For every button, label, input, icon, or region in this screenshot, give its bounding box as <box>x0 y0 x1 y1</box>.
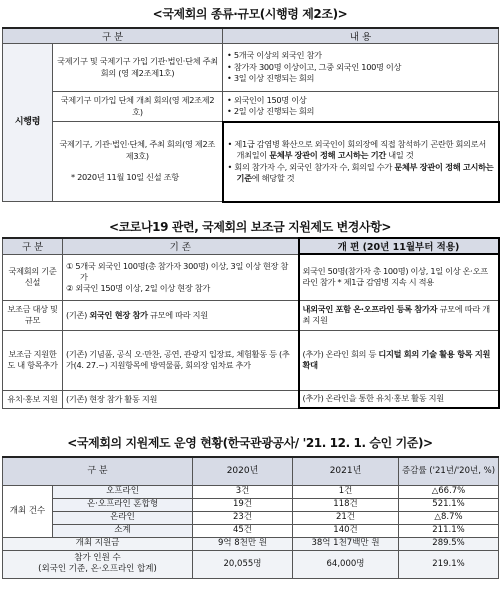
meeting-criteria-3: • 제1급 감염병 확산으로 외국인이 회의장에 직접 참석하기 곤란한 회의로서 개최일이 문체부 장관이 정해 고시하는 기간 내일 것 • 회의 참가자 수, 외국인 참가자 수, 회의일 수가 문체부 장관이 정해 고시하는 기준에 해당할 것 <box>223 122 499 202</box>
funding-change: 289.5% <box>399 537 499 550</box>
header-2021: 2021년 <box>293 457 399 485</box>
funding-2021: 38억 1천7백만 원 <box>293 537 399 550</box>
change-value: 211.1% <box>399 524 499 537</box>
row-label: 소계 <box>53 524 193 537</box>
header-change: 증감률 ('21년/'20년, %) <box>399 457 499 485</box>
value-2020: 3건 <box>193 485 293 498</box>
change-value: △8.7% <box>399 511 499 524</box>
header-before: 기 존 <box>63 238 299 254</box>
row-label-2: 보조금 대상 및 규모 <box>3 300 63 330</box>
participants-change: 219.1% <box>399 550 499 578</box>
subsidy-changes-table <box>2 237 500 409</box>
participants-2021: 64,000명 <box>293 550 399 578</box>
meeting-kind-1: 국제기구 및 국제기구 가입 기관·법인·단체 주최 회의 (영 제2조제1호) <box>53 44 223 92</box>
value-2020: 23건 <box>193 511 293 524</box>
header-category: 구 분 <box>3 457 193 485</box>
before-cell-1: ① 5개국 외국인 100명(총 참가자 300명) 이상, 3일 이상 현장 참가 ② 외국인 150명 이상, 2일 이상 현장 참가 <box>63 254 299 300</box>
value-2021: 118건 <box>293 498 399 511</box>
funding-2020: 9억 8천만 원 <box>193 537 293 550</box>
before-cell-4: (기존) 현장 참가 활동 지원 <box>63 390 299 408</box>
value-2020: 19건 <box>193 498 293 511</box>
row-label: 오프라인 <box>53 485 193 498</box>
row-label: 온라인 <box>53 511 193 524</box>
after-cell-4: (추가) 온라인을 통한 유치·홍보 활동 지원 <box>299 390 499 408</box>
header-content: 내 용 <box>223 28 499 44</box>
header-category: 구 분 <box>3 28 223 44</box>
new-clause-note: * 2020년 11월 10일 신설 조항 <box>71 172 179 183</box>
category-cell: 시행령 <box>3 44 53 202</box>
after-cell-3: (추가) 온라인 회의 등 디지털 회의 기술 활용 항목 지원 확대 <box>299 330 499 390</box>
header-after: 개 편 (20년 11월부터 적용) <box>299 238 499 254</box>
participants-label: 참가 인원 수 (외국인 기준, 온·오프라인 합계) <box>3 550 193 578</box>
header-category: 구 분 <box>3 238 63 254</box>
meeting-types-table <box>2 27 500 203</box>
meeting-criteria-2: • 외국인이 150명 이상 • 2일 이상 진행되는 회의 <box>223 92 499 122</box>
row-label-3: 보조금 지원한도 내 항목추가 <box>3 330 63 390</box>
section2-title: <코로나19 관련, 국제회의 보조금 지원제도 변경사항> <box>108 220 392 234</box>
meeting-criteria-1: • 5개국 이상의 외국인 참가 • 참가자 300명 이상이고, 그중 외국인 100명 이상 • 3일 이상 진행되는 회의 <box>223 44 499 92</box>
value-2021: 1건 <box>293 485 399 498</box>
value-2020: 45건 <box>193 524 293 537</box>
section1-title: <국제회의 종류·규모(시행령 제2조)> <box>152 7 348 21</box>
funding-label: 개최 지원금 <box>3 537 193 550</box>
group-label: 개최 건수 <box>3 485 53 537</box>
value-2021: 21건 <box>293 511 399 524</box>
row-label-1: 국제회의 기준 신설 <box>3 254 63 300</box>
section3-title: <국제회의 지원제도 운영 현황(한국관광공사/ '21. 12. 1. 승인 기준)> <box>67 436 433 450</box>
meeting-kind-3: 국제기구, 기관·법인·단체, 주최 회의(영 제2조제3호) * 2020년 11월 10일 신설 조항 <box>53 122 223 202</box>
value-2021: 140건 <box>293 524 399 537</box>
change-value: △66.7% <box>399 485 499 498</box>
after-cell-1: 외국인 50명(참가자 총 100명) 이상, 1일 이상 온·오프라인 참가 * 제1급 감염병 지속 시 적용 <box>299 254 499 300</box>
row-label-4: 유치·홍보 지원 <box>3 390 63 408</box>
change-value: 521.1% <box>399 498 499 511</box>
after-cell-2: 내외국인 포함 온·오프라인 등록 참가자 규모에 따라 개최 지원 <box>299 300 499 330</box>
header-2020: 2020년 <box>193 457 293 485</box>
participants-2020: 20,055명 <box>193 550 293 578</box>
operation-status-table <box>2 456 499 579</box>
meeting-kind-2: 국제기구 미가입 단체 개최 회의(영 제2조제2호) <box>53 92 223 122</box>
row-label: 온·오프라인 혼합형 <box>53 498 193 511</box>
before-cell-3: (기존) 기념품, 공식 오·만찬, 공연, 관광지 입장료, 체험활동 등 (추가(4. 27.~) 지원항목에 방역물품, 회의장 임차료 추가 <box>63 330 299 390</box>
before-cell-2: (기존) 외국인 현장 참가 규모에 따라 지원 <box>63 300 299 330</box>
